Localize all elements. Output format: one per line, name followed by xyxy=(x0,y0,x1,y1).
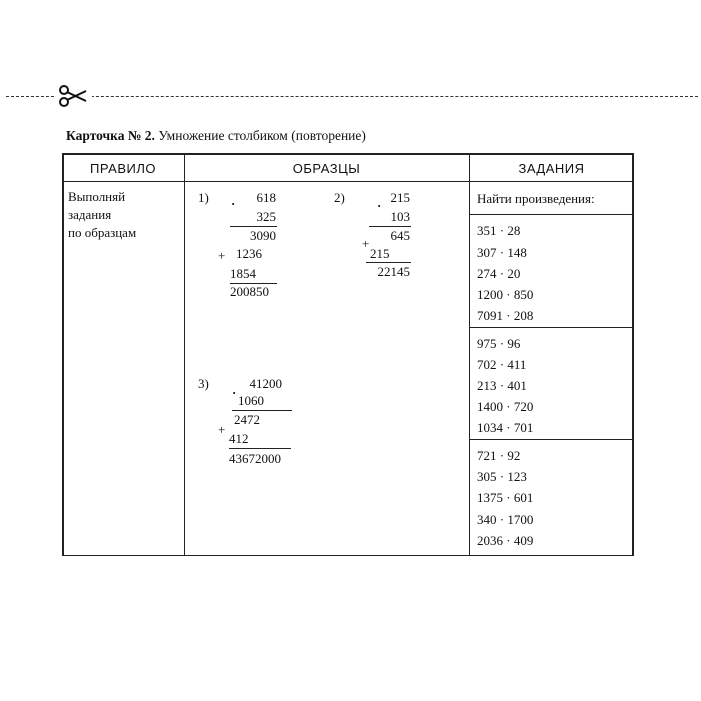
task-item: 721 · 92 xyxy=(477,448,521,463)
task-item: 1034 · 701 xyxy=(477,420,534,435)
header-tasks: ЗАДАНИЯ xyxy=(518,161,585,176)
header-rule: ПРАВИЛО xyxy=(90,161,156,176)
task-item: 1375 · 601 xyxy=(477,490,534,505)
partial-product: 215 xyxy=(370,246,390,261)
partial-product: 3090 xyxy=(250,228,276,243)
partial-product: 645 xyxy=(390,228,410,243)
rule-line: по образцам xyxy=(68,225,137,240)
rule-text xyxy=(68,188,178,242)
task-item: 274 · 20 xyxy=(477,266,521,281)
header-divider xyxy=(62,181,634,182)
partial-product: 2472 xyxy=(234,412,260,427)
multiplier: 1060 xyxy=(238,393,264,408)
column-divider xyxy=(184,153,185,556)
card-subtitle: Умножение столбиком (повторение) xyxy=(158,128,366,143)
task-instruction: Найти произведения: xyxy=(477,191,595,206)
plus-sign: + xyxy=(218,248,226,263)
multiplicand: 215 xyxy=(390,190,410,205)
underline xyxy=(229,448,291,449)
task-item: 351 · 28 xyxy=(477,223,521,238)
times-sign: · xyxy=(232,385,237,400)
task-divider xyxy=(469,327,634,328)
rule-line: задания xyxy=(68,207,112,222)
partial-product: 412 xyxy=(229,431,249,446)
multiplier: 325 xyxy=(256,209,276,224)
example-label: 2) xyxy=(334,190,345,205)
task-item: 7091 · 208 xyxy=(477,308,534,323)
task-divider xyxy=(469,214,634,215)
partial-product: 1854 xyxy=(230,266,256,281)
task-item: 340 · 1700 xyxy=(477,512,534,527)
example-label: 3) xyxy=(198,376,209,391)
times-sign: · xyxy=(231,196,236,211)
scissors-icon xyxy=(56,84,92,108)
task-item: 213 · 401 xyxy=(477,378,527,393)
task-item: 975 · 96 xyxy=(477,336,521,351)
task-item: 305 · 123 xyxy=(477,469,527,484)
underline xyxy=(232,410,292,411)
task-item: 307 · 148 xyxy=(477,245,527,260)
task-item: 1400 · 720 xyxy=(477,399,534,414)
card-label: Карточка № 2. xyxy=(66,128,155,143)
result: 22145 xyxy=(377,264,410,279)
partial-product: 1236 xyxy=(236,246,262,261)
rule-line: Выполняй xyxy=(68,189,126,204)
example-label: 1) xyxy=(198,190,209,205)
header-examples: ОБРАЗЦЫ xyxy=(292,161,361,176)
task-divider xyxy=(469,439,634,440)
card-title xyxy=(66,128,366,144)
result: 43672000 xyxy=(229,451,281,466)
multiplicand: 618 xyxy=(256,190,276,205)
task-item: 1200 · 850 xyxy=(477,287,534,302)
cut-line xyxy=(6,96,698,97)
plus-sign: + xyxy=(218,422,226,437)
plus-sign: + xyxy=(362,236,370,251)
multiplier: 103 xyxy=(390,209,410,224)
result: 200850 xyxy=(230,284,269,299)
task-item: 2036 · 409 xyxy=(477,533,534,548)
times-sign: · xyxy=(377,198,382,213)
multiplicand: 41200 xyxy=(249,376,282,391)
task-item: 702 · 411 xyxy=(477,357,527,372)
